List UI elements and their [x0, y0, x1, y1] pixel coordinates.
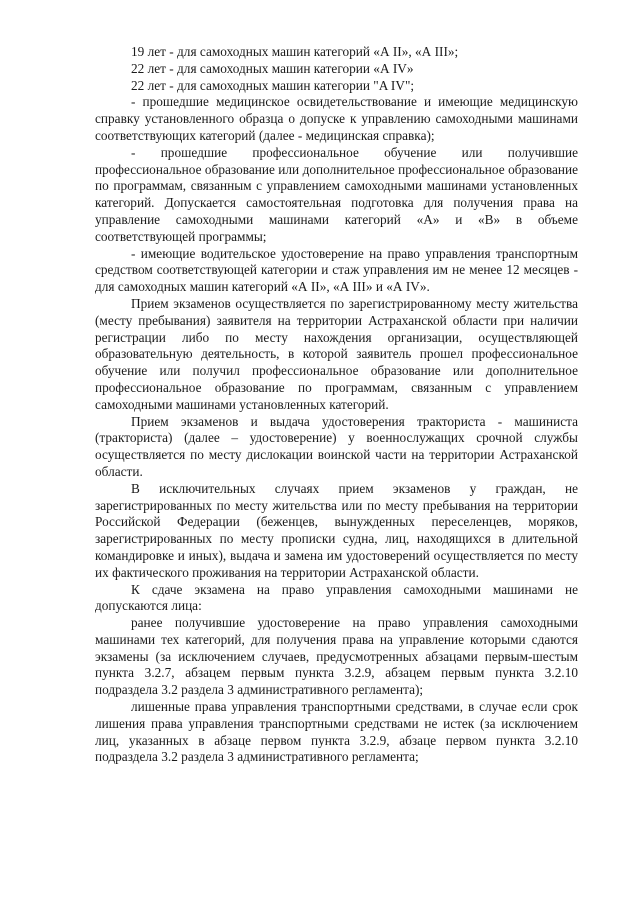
paragraph-deprived: лишенные права управления транспортными средствами, в случае если срок лишения права управления транспортными средствами не истек (за исключением лиц, указанных в абзаце первом пункта 3.2.9, абзаце первом пункта 3.2.10 подраздела 3.2 раздела 3 административного регламента; [95, 699, 578, 765]
paragraph-age-22-b: 22 лет - для самоходных машин категории "A IV"; [131, 77, 415, 93]
paragraph-age-22-a: 22 лет - для самоходных машин категории «А IV» [131, 60, 414, 76]
paragraph-already-licensed: ранее получившие удостоверение на право управления самоходными машинами тех категорий, для получения права на управление которыми сдаются экзамены (за исключением случаев, предусмотренных абзацами первым-шестым пункта 3.2.7, абзацем первым пункта 3.2.9, абзацем первым пункта 3.2.10 подраздела 3.2 раздела 3 административного регламента); [95, 615, 578, 698]
paragraph-training: - прошедшие профессиональное обучение или получившие профессиональное образование или дополнительное профессиональное образование по программам, связанным с управлением самоходными машинами установленных категорий. Допускается самостоятельная подготовка для получения права на управление самоходными машинами категорий «А» и «В» в объеме соответствующей программы; [95, 144, 578, 244]
paragraph-military: Прием экзаменов и выдача удостоверения тракториста - машиниста (тракториста) (далее – удостоверение) у военнослужащих срочной службы осуществляется по месту дислокации воинской части на территории Астраханской области. [95, 413, 578, 479]
paragraph-not-admitted: К сдаче экзамена на право управления самоходными машинами не допускаются лица: [95, 581, 578, 614]
document-body [95, 44, 578, 766]
paragraph-age-19: 19 лет - для самоходных машин категорий «А II», «А III»; [131, 44, 459, 59]
paragraph-medical: - прошедшие медицинское освидетельствование и имеющие медицинскую справку установленного образца о допуске к управлению самоходными машинами соответствующих категорий (далее - медицинская справка); [95, 94, 578, 143]
paragraph-driving-license: - имеющие водительское удостоверение на право управления транспортным средством соответствующей категории и стаж управления им не менее 12 месяцев - для самоходных машин категорий «А II», «А III» и «А IV». [95, 245, 578, 295]
paragraph-exam-location: Прием экзаменов осуществляется по зарегистрированному месту жительства (месту пребывания) заявителя на территории Астраханской области при наличии регистрации либо по месту нахождения организации, осуществляющей образовательную деятельность, в которой заявитель прошел профессиональное обучение или получил профессиональное образование или дополнительное профессиональное образование по программам, связанным с управлением самоходными машинами установленных категорий. [95, 295, 578, 412]
paragraph-exceptional-cases: В исключительных случаях прием экзаменов у граждан, не зарегистрированных по месту жительства или по месту пребывания на территории Российской Федерации (беженцев, вынужденных переселенцев, моряков, зарегистрированных по месту прописки судна, лиц, находящихся в длительной командировке и иных), выдача и замена им удостоверений осуществляется по месту их фактического проживания на территории Астраханской области. [95, 480, 578, 580]
